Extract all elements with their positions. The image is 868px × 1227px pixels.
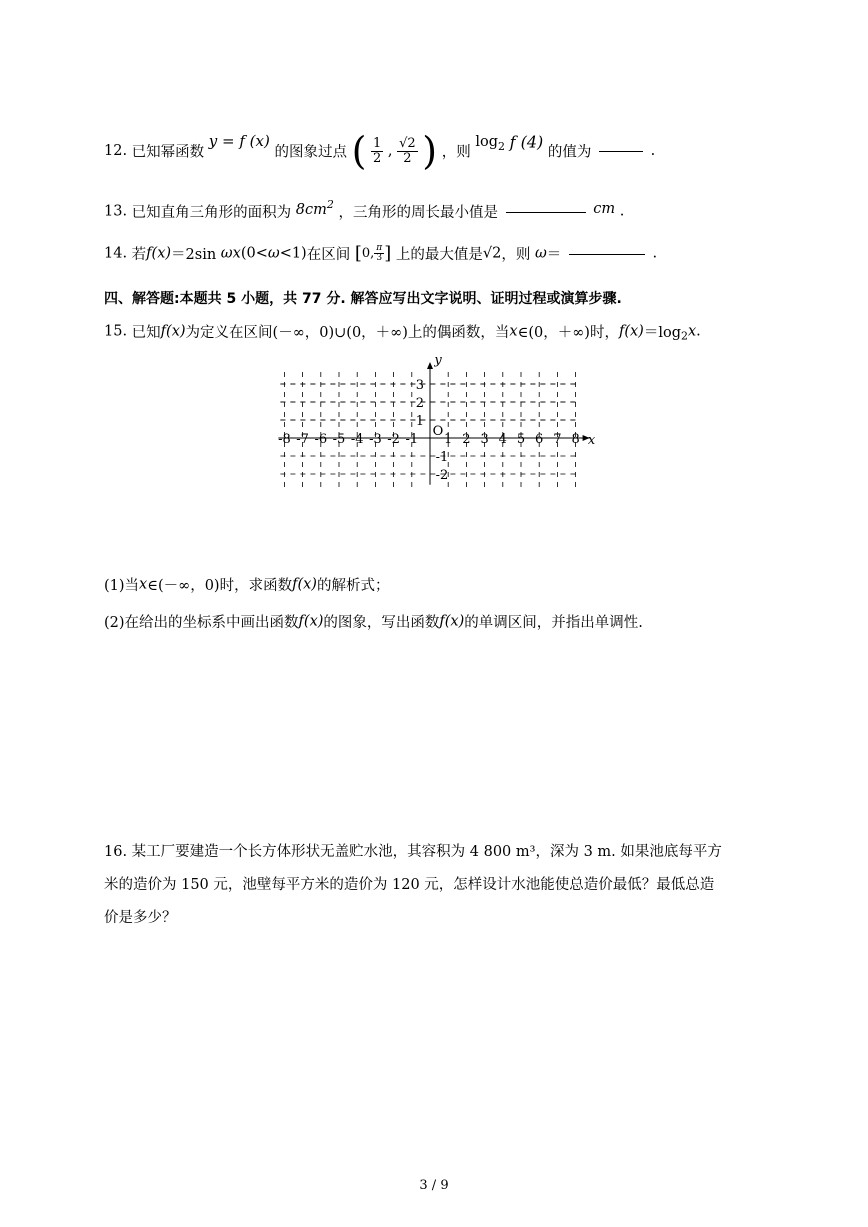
question-15: 15. 已知f(x)为定义在区间(－∞，0)∪(0，＋∞)上的偶函数，当x∈(0，＋∞)时，$f(x)=\log_2x$. (104, 323, 701, 343)
q14-sqrt2: √2 (482, 245, 502, 262)
question-16 (104, 836, 784, 935)
y-tick-label: 2 (415, 396, 424, 411)
q12-function: y = f (x) (208, 132, 270, 150)
q15-part-1: (1)当x∈(－∞，0)时，求函数f(x)的解析式； (104, 576, 390, 594)
q12-text-3: ，则 (441, 144, 471, 161)
q16-line-3: 价是多少？ (104, 910, 177, 926)
section-4-heading: 四、解答题:本题共 5 小题，共 77 分. 解答应写出文字说明、证明过程或演算步骤. (104, 291, 622, 307)
q13-answer-blank[interactable] (506, 211, 586, 213)
q13-text-1: 已知直角三角形的面积为 (131, 205, 292, 221)
q14-interval: [ (354, 243, 362, 264)
y-tick-label: -2 (435, 468, 449, 483)
q12-fraction-1: $\frac{1}{2}$ (373, 135, 382, 166)
q12-answer-blank[interactable] (599, 150, 643, 152)
q16-line-1: 16. 某工厂要建造一个长方体形状无盖贮水池，其容积为 4 800 m³，深为 3 m. 如果池底每平方 (104, 844, 722, 860)
q13-text-2: ，三角形的周长最小值是 (338, 205, 498, 221)
y-axis-arrow (427, 362, 433, 369)
q13-number: 13. (104, 203, 128, 220)
x-tick-label: -8 (278, 432, 291, 447)
x-tick-label: 5 (516, 432, 526, 447)
y-axis-label: y (434, 353, 442, 368)
q12-close-paren: ) (422, 129, 438, 173)
y-tick-label: 3 (415, 378, 424, 393)
x-tick-label: 3 (480, 432, 489, 447)
q14-answer-blank[interactable] (569, 253, 645, 255)
q14-number: 14. (104, 245, 128, 262)
q12-fraction-2: $\frac{√2}{2}$ (399, 135, 416, 166)
y-tick-label: 1 (415, 414, 424, 429)
x-tick-label: -1 (405, 432, 419, 447)
question-12: 12. 已知幂函数 y = f (x) 的图象过点 ( $\frac{1}{2}$ , $\frac{√2}{2}$ ) ，则 $\log_2 f$ (4) 的值为 . (104, 129, 656, 173)
x-tick-label: -7 (296, 432, 309, 447)
x-tick-label: 2 (462, 432, 471, 447)
x-tick-label: 6 (535, 432, 544, 447)
q15-part-2: (2)在给出的坐标系中画出函数f(x)的图象，写出函数f(x)的单调区间，并指出单调性. (104, 613, 643, 631)
y-tick-label: -1 (435, 450, 449, 465)
origin-label: O (432, 424, 444, 439)
x-tick-label: 7 (553, 432, 562, 447)
q13-unit: cm (593, 200, 616, 217)
question-13: 13. 已知直角三角形的面积为 $8cm^2$ ，三角形的周长最小值是 cm . (104, 198, 625, 221)
x-tick-label: -5 (332, 432, 346, 447)
x-tick-label: 4 (498, 432, 507, 447)
x-axis-label: x (587, 433, 596, 448)
q12-text-2: 的图象过点 (274, 144, 347, 161)
q12-number: 12. (104, 143, 128, 159)
x-tick-label: -2 (387, 432, 400, 447)
x-tick-label: -4 (350, 432, 364, 447)
q12-text-4: 的值为 (547, 144, 592, 161)
question-14: 14. 若f(x)＝2sin ωx(0<ω<1)在区间 [0, $\frac{\pi}{3}$ ] 上的最大值是√2，则 ω＝ . (104, 243, 658, 264)
x-tick-label: 8 (571, 432, 580, 447)
page-number: 3 / 9 (419, 1178, 449, 1193)
q12-text-1: 已知幂函数 (131, 144, 205, 161)
coordinate-grid (268, 352, 598, 492)
x-tick-label: -6 (314, 432, 328, 447)
q13-area: $8cm^2$ (295, 198, 334, 219)
x-tick-label: 1 (444, 432, 453, 447)
x-tick-label: -3 (369, 432, 382, 447)
q16-line-2: 米的造价为 150 元，池壁每平方米的造价为 120 元，怎样设计水池能使总造价最低？最低总造 (104, 877, 715, 893)
q12-log: $\log_2 f$ (4) (475, 132, 544, 154)
q12-open-paren: ( (351, 129, 367, 173)
